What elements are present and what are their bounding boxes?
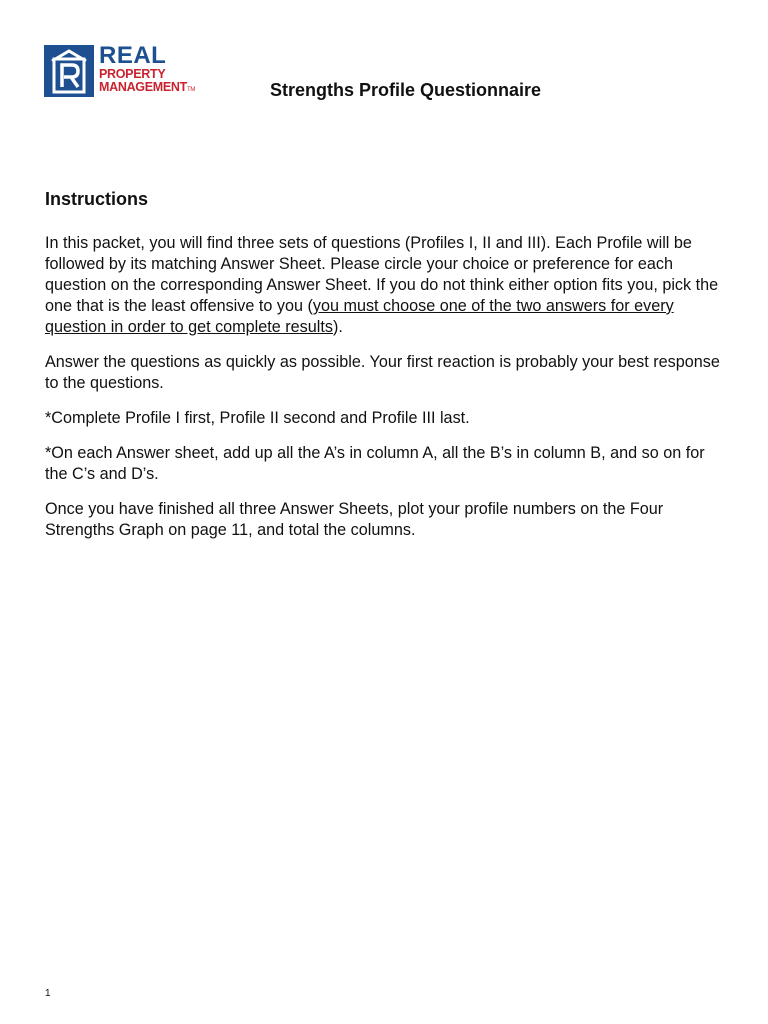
page-title: Strengths Profile Questionnaire <box>270 80 542 100</box>
logo-word-management: MANAGEMENTTM <box>99 80 196 94</box>
instructions-heading: Instructions <box>45 189 149 209</box>
instructions-paragraph-5: Once you have finished all three Answer Sheets, plot your profile numbers on the Four Strengths Graph on page 11, and total the columns. <box>45 500 664 539</box>
company-logo <box>44 42 196 99</box>
logo-trademark: TM <box>186 87 196 93</box>
logo-r-icon <box>44 45 94 97</box>
page-number: 1 <box>45 988 51 999</box>
logo-word-real: REAL <box>99 42 167 69</box>
instructions-body <box>45 233 725 555</box>
instructions-paragraph-2: Answer the questions as quickly as possible. Your first reaction is probably your best response to the questions. <box>45 353 720 392</box>
logo-word-property: PROPERTY <box>99 67 166 81</box>
instructions-paragraph-1: In this packet, you will find three sets of questions (Profiles I, II and III). Each Profile will be followed by its matching Answer Sheet. Please circle your choice or preference for each question on the corresponding Answer Sheet. If you do not think either option fits you, pick the one that is the least offensive to you (you must choose one of the two answers for every question in order to get complete results). <box>45 234 719 336</box>
instructions-paragraph-3: *Complete Profile I first, Profile II second and Profile III last. <box>45 409 470 427</box>
instructions-paragraph-4: *On each Answer sheet, add up all the A’s in column A, all the B’s in column B, and so on for the C’s and D’s. <box>45 444 705 483</box>
required-answer-note: you must choose one of the two answers for every question in order to get complete results <box>45 297 674 336</box>
